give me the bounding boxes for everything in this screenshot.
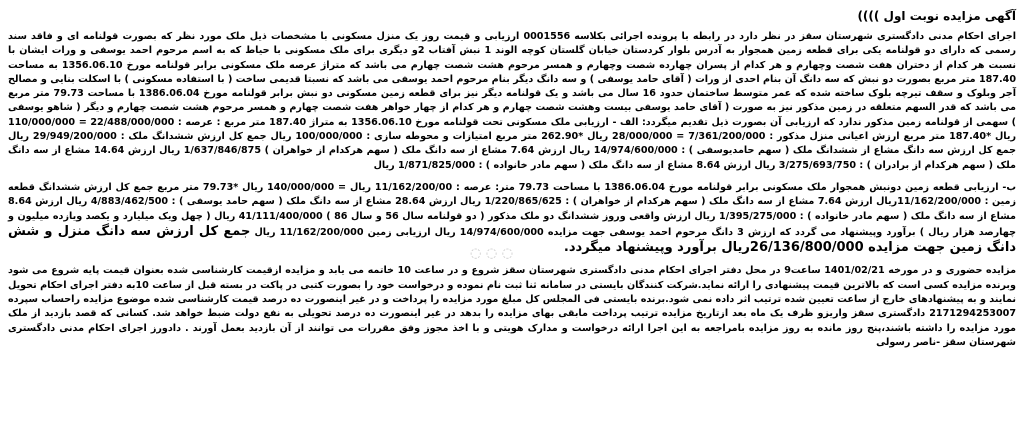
watermark-logo: ◌ ◌ ◌ (470, 246, 514, 261)
notice-title: آگهی مزایده نوبت اول )))) (857, 9, 1016, 23)
notice-paragraph-2 (8, 181, 1016, 256)
notice-paragraph-1: اجرای احکام مدنی دادگستری شهرستان سقز در نظر دارد در رابطه با پرونده اجرائی بکلاسه 0001556 ارزیابی و قیمت روز یک منزل مسکونی با مشخصات ذیل ملک مورد نظر که بصورت قولنامه ای و فاقد سند رسمی که دارای دو قولنامه یکی برای قطعه زمین همجوار به آدرس بلوار کردستان خیابان گلستان کوچه الوند 1 نبش آفتاب 2و دیگری برای ملک مسکونی با حیاط که به اسم مرحوم احمد یوسفی و ورات ایشان با نسبت هر کدام از دختران هفت شصت وچهارم و هر کدام از پسران چهارده شصت وچهارم و همسر مرحوم هشت شصت چهارم می باشد که متراژ عرصه ملک مسکونی برابر قولنامه مورخ 1356.06.10 به مساحت 187.40 متر مربع بصورت دو نبش که سه دانگ آن بنام احدی از ورات ( آقای حامد یوسفی ) و سه دانگ دیگر بنام مرحوم احمد یوسفی می باشد که نسبتا قدیمی ساخت ( با استفاده مسکونی ) با اسکلت بنایی و مصالح آجر وبلوک و سقف تیرچه بلوک ساخته شده که عمر متوسط ساختمان حدود 16 سال می باشد و یک قولنامه دیگر نیز برای قطعه زمین مسکونی دو نبش برابر قولنامه مورخ 1386.06.04 با مساحت 79.73 متر مربع می باشد که قدر السهم متعلقه در زمین مذکور نیز به صورت ( آقای حامد یوسفی بیست وهشت شصت چهارم و هر کدام از چهار خواهر هفت شصت چهارم و همسر مرحوم هشت شصت چهارم و دیگر ( شاهو یوسفی ) سهمی از قولنامه زمین مذکور ندارد که ارزیابی آن بصورت ذیل تقدیم میگردد: الف - ارزیابی ملک مسکونی تحت قولنامه مورخ 1356.06.10 به متراژ 187.40 متر مربع : عرصه : 22/488/000/000 = 110/000/000 ریال *187.40 متر مربع ارزش اعیانی منزل مذکور : 7/361/200/000 = 28/000/000 ریال *262.90 متر مربع امتیازات و محوطه سازی : 100/000/000 ریال جمع کل ارزش ششدانگ ملک : 29/949/200/000 ریال جمع کل ارزش سه دانگ مشاع از ششدانگ ملک ( سهم حامدیوسفی ) : 14/974/600/000 ریال ارزش 7.64 مشاع از سه دانگ ملک ( سهم هرکدام از خواهران ) 1/637/846/875 ریال ارزش 14.64 مشاع از سه دانگ ملک ( سهم هرکدام از برادران ) : 3/275/693/750 ریال ارزش 8.64 مشاع از سه دانگ ملک ( سهم مادر خانواده ) : 1/871/825/000 ریال (8, 31, 1017, 171)
notice-total-value: جمع کل ارزش سه دانگ منزل و شش دانگ زمین جهت مزایده 26/136/800/000ریال برآورد وپیشنهاد میگردد. (8, 223, 1016, 256)
notice-paragraph-3: مزایده حضوری و در مورخه 1401/02/21 ساعت9 در محل دفتر اجرای احکام مدنی دادگستری شهرستان سقز شروع و در ساعت 10 خاتمه می یابد و مزایده ازقیمت کارشناسی شده بعنوان قیمت پایه شروع می شود وبرنده مزایده کسی است که بالاترین قیمت پیشنهادی را ارائه نماید.شرکت کنندگان بایستی در سامانه ثنا ثبت نام نموده و درخواست خود را بصورت کتبی در پاکت در بسته قبل از ساعت 10به دفتر اجرای احکام تحویل نمایند و به پیشنهادهای خارج از ساعت تعیین شده ترتیب اثر داده نمی شود.برنده بایستی فی المجلس کل مبلغ مورد مزایده را پرداخت و در غیر اینصورت ده درصد قیمت کارشناسی شده موضوع مزایده راحساب سپرده 2171294253007 دادگستری سقز واریزو ظرف یک ماه بعد ازتاریخ مزایده ترتیب پرداخت مابقی بهای مزایده را بدهد در غیر اینصورت ده درصد تحویلی به نفع دولت ضبط خواهد شد. کسانی که قصد بازدید از ملک مورد مزایده را داشته باشند،پنج روز مانده به روز مزایده بامراجعه به این اجرا ارائه درخواست و مدارک هویتی و با اخذ مجوز وفق مقررات می توانند از آن بازدید بعمل آورند . دادورز اجرای احکام مدنی دادگستری شهرستان سقز -ناصر رسولی (8, 265, 1017, 348)
notice-paragraph-2-text: ب- ارزیابی قطعه زمین دونبش همجوار ملک مسکونی برابر قولنامه مورخ 1386.06.04 با مساحت 79.73 متر: عرصه : 11/162/200/00 ریال = 140/000/000 ریال *79.73 متر مربع جمع کل ارزش ششدانگ قطعه زمین : 11/162/200/000ریال ارزش 7.64 مشاع از سه دانگ ملک ( سهم هرکدام از خواهران ) : 1/220/865/625 ریال ارزش 28.64 مشاع از سه دانگ ملک ( سهم حامد یوسفی ) : 4/883/462/500 ریال ارزش 8.64 مشاع از سه دانگ ملک ( سهم مادر خانواده ) : 1/395/275/000 ریال ارزش واقعی وروز ششدانگ دو ملک مذکور ( دو قولنامه سال 56 و سال 86 ) 41/111/400/000 ریال ( چهل ویک میلیارد و یکصد ویازده میلیون و چهارصد هزار ریال ) برآورد وپیشنهاد می گردد که ارزش 3 دانگ مرحوم احمد یوسفی جهت مزایده 14/974/600/000 ریال ارزیابی زمین 11/162/200/000 ریال (8, 181, 1017, 238)
